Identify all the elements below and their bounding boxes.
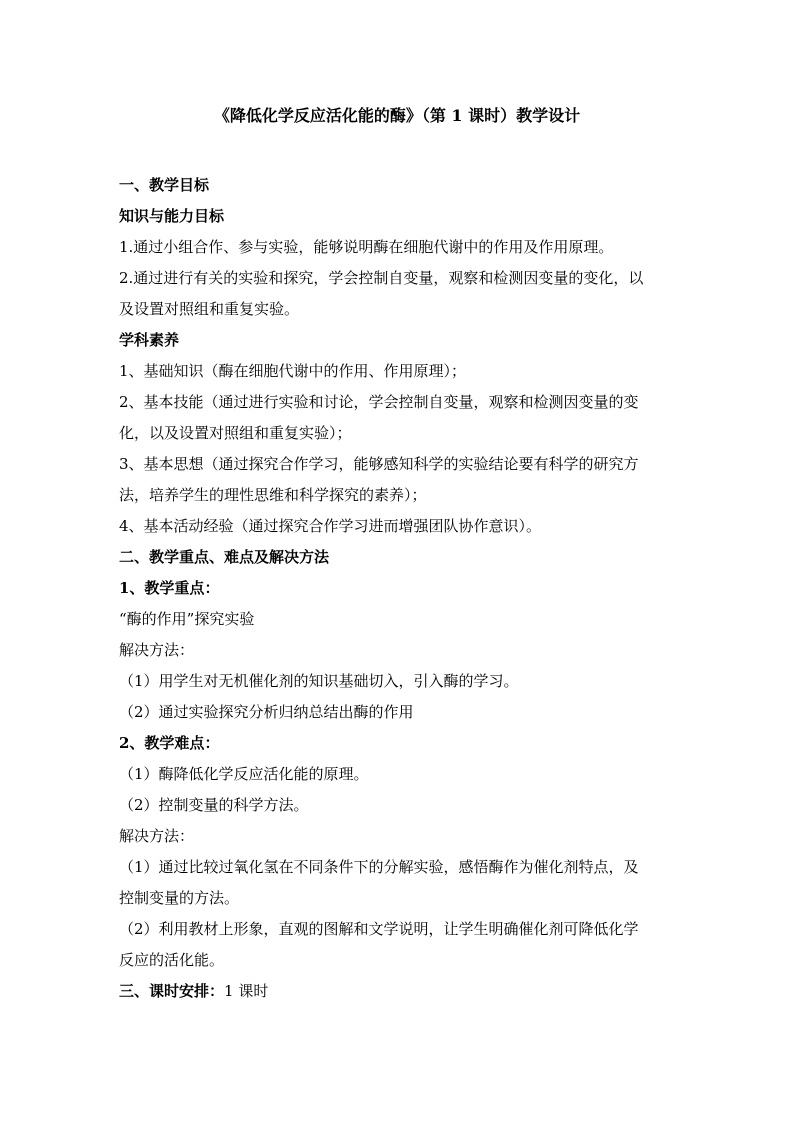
subheading-teaching-focus: 1、教学重点： — [119, 579, 220, 597]
literacy-item-1: 1、基础知识（酶在细胞代谢中的作用、作用原理）； — [119, 362, 467, 380]
objective-item-2-line-2: 及设置对照组和重复实验。 — [119, 300, 300, 318]
difficulty-solution-item-1-line-1: （1）通过比较过氧化氢在不同条件下的分解实验，感悟酶作为催化剂特点，及 — [119, 858, 639, 876]
section-heading-objectives: 一、教学目标 — [119, 176, 210, 194]
subheading-knowledge-ability: 知识与能力目标 — [119, 207, 225, 225]
schedule-line — [119, 976, 679, 1007]
section-heading-key-points: 二、教学重点、难点及解决方法 — [119, 548, 330, 566]
subheading-teaching-difficulty: 2、教学难点： — [119, 734, 220, 752]
schedule-label: 三、课时安排： — [119, 982, 225, 1000]
literacy-item-2-line-1: 2、基本技能（通过进行实验和讨论，学会控制自变量，观察和检测因变量的变 — [119, 393, 639, 411]
literacy-item-2-line-2: 化，以及设置对照组和重复实验）； — [119, 424, 352, 442]
difficulty-item-1: （1）酶降低化学反应活化能的原理。 — [119, 765, 369, 783]
solution-label-2: 解决方法： — [119, 827, 195, 845]
document-title: 《降低化学反应活化能的酶》（第 1 课时）教学设计 — [213, 106, 581, 125]
objective-item-2-line-1: 2.通过进行有关的实验和探究，学会控制自变量，观察和检测因变量的变化，以 — [119, 269, 644, 287]
literacy-item-3-line-2: 法，培养学生的理性思维和科学探究的素养）； — [119, 486, 427, 504]
focus-solution-item-2: （2）通过实验探究分析归纳总结出酶的作用 — [119, 703, 414, 721]
difficulty-solution-item-2-line-1: （2）利用教材上形象，直观的图解和文学说明，让学生明确催化剂可降低化学 — [119, 920, 639, 938]
teaching-focus-text: “酶的作用”探究实验 — [119, 610, 255, 628]
difficulty-solution-item-1-line-2: 控制变量的方法。 — [119, 889, 240, 907]
difficulty-item-2: （2）控制变量的科学方法。 — [119, 796, 309, 814]
subheading-subject-literacy: 学科素养 — [119, 331, 180, 349]
document-body — [119, 170, 679, 1007]
schedule-value: 1 课时 — [224, 982, 269, 1000]
focus-solution-item-1: （1）用学生对无机催化剂的知识基础切入，引入酶的学习。 — [119, 672, 519, 690]
literacy-item-3-line-1: 3、基本思想（通过探究合作学习，能够感知科学的实验结论要有科学的研究方 — [119, 455, 639, 473]
solution-label-1: 解决方法： — [119, 641, 195, 659]
literacy-item-4: 4、基本活动经验（通过探究合作学习进而增强团队协作意识）。 — [119, 517, 542, 535]
difficulty-solution-item-2-line-2: 反应的活化能。 — [119, 951, 225, 969]
objective-item-1: 1.通过小组合作、参与实验，能够说明酶在细胞代谢中的作用及作用原理。 — [119, 238, 614, 256]
